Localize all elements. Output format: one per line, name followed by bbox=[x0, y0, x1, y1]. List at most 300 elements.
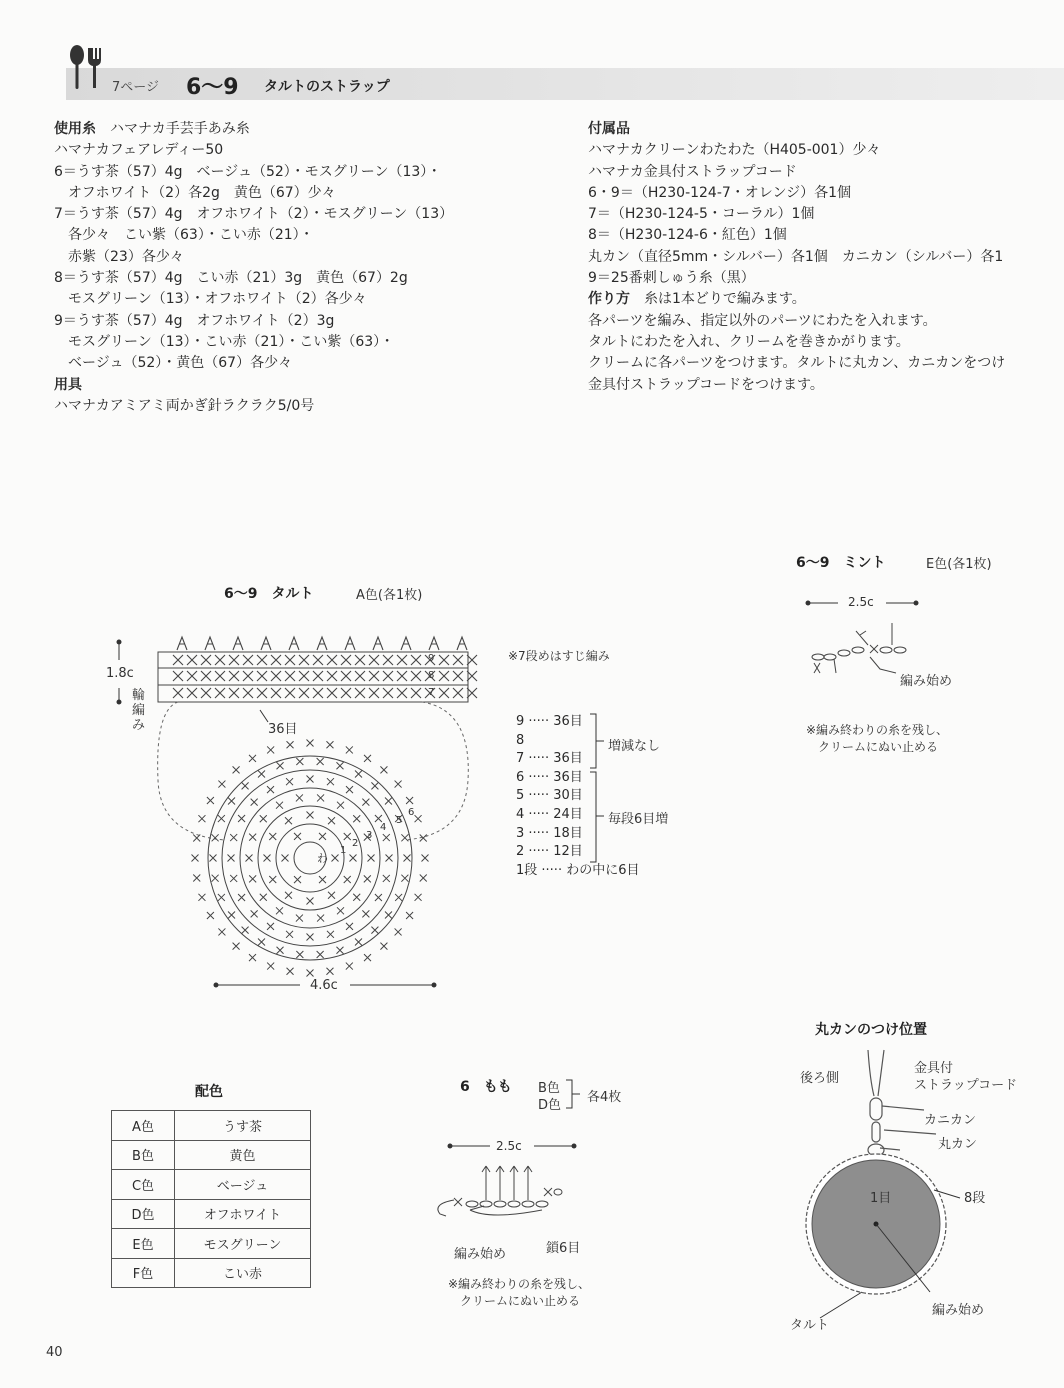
stitch-mark bbox=[429, 637, 439, 650]
materials-heading-value: ハマナカ手芸手あみ糸 bbox=[110, 121, 250, 137]
row-num: 8 bbox=[516, 732, 525, 748]
stitch-mark bbox=[401, 834, 408, 841]
stitch-mark bbox=[425, 655, 435, 665]
stitch-mark bbox=[439, 655, 449, 665]
tools-value: ハマナカアミアミ両かぎ針ラクラク5/0号 bbox=[54, 397, 315, 414]
materials-line: ハマナカフェアレディー50 bbox=[54, 142, 224, 159]
stitch-mark bbox=[296, 794, 303, 801]
stitch-mark bbox=[401, 875, 408, 882]
stitch-mark bbox=[218, 781, 225, 788]
stitch-mark bbox=[317, 758, 324, 765]
stitch-mark bbox=[289, 637, 299, 650]
stitch-mark bbox=[313, 688, 323, 698]
mint-note-1: ※編み終わりの糸を残し、 bbox=[806, 723, 949, 737]
stitch-mark bbox=[364, 834, 371, 841]
stitch-mark bbox=[383, 655, 393, 665]
round-ring bbox=[258, 806, 362, 910]
stitch-mark bbox=[271, 671, 281, 681]
stitch-mark bbox=[319, 876, 326, 883]
page-number: 40 bbox=[46, 1345, 63, 1360]
momo-start-label: 編み始め bbox=[454, 1247, 507, 1262]
row-num: 6 bbox=[516, 769, 525, 785]
materials-line: ベージュ（52）・黄色（67）各少々 bbox=[54, 355, 293, 372]
tart-rows-list: 9 ····· 36目 8 7 ····· 36目 6 ····· 36目 5 ····· 30目 4 ····· 24目 3 ····· 18目 2 ····· 12目 1段 ····· わの中に6目 bbox=[516, 714, 640, 878]
stitch-mark bbox=[346, 963, 353, 970]
stitch-mark bbox=[215, 688, 225, 698]
color-value: こい赤 bbox=[175, 1258, 311, 1288]
stitch-mark bbox=[257, 671, 267, 681]
row-num: 5 bbox=[516, 788, 525, 804]
stitch-mark bbox=[386, 855, 393, 862]
row-count: 18目 bbox=[553, 825, 583, 841]
stitch-mark bbox=[411, 688, 421, 698]
stitch-mark bbox=[228, 855, 235, 862]
rows-brackets bbox=[590, 712, 610, 892]
stitch-mark bbox=[439, 688, 449, 698]
stitch-mark bbox=[373, 637, 383, 650]
stitch-mark bbox=[425, 688, 435, 698]
stitch-mark bbox=[395, 928, 402, 935]
stitch-mark bbox=[336, 762, 343, 769]
stitch-mark bbox=[415, 894, 422, 901]
stitch-mark bbox=[269, 876, 276, 883]
tart-round-mark: 2 bbox=[352, 838, 359, 849]
stitch-mark bbox=[276, 907, 283, 914]
accessories-block bbox=[588, 119, 1064, 396]
tart-row-mark: 9 bbox=[428, 653, 435, 664]
ring-clasp-label: カニカン bbox=[924, 1113, 977, 1128]
stitch-mark bbox=[397, 688, 407, 698]
tart-height-label: 1.8c bbox=[106, 666, 134, 681]
stitch-mark bbox=[364, 755, 371, 762]
stitch-mark bbox=[385, 912, 392, 919]
stitch-mark bbox=[341, 671, 351, 681]
stitch-mark bbox=[276, 802, 283, 809]
ring-back-label: 後ろ側 bbox=[800, 1071, 840, 1086]
stitch-mark bbox=[271, 688, 281, 698]
stitch-mark bbox=[294, 876, 301, 883]
tart-row-mark: 7 bbox=[428, 687, 435, 698]
stitch-mark bbox=[397, 671, 407, 681]
accessories-line: 8＝（H230-124-6・紅色）1個 bbox=[588, 227, 787, 244]
stitch-mark bbox=[198, 894, 205, 901]
stitch-mark bbox=[229, 671, 239, 681]
stitch-mark bbox=[420, 874, 427, 881]
stitch-mark bbox=[187, 655, 197, 665]
rows-group-1: 増減なし bbox=[608, 739, 661, 754]
stitch-mark bbox=[307, 898, 314, 905]
color-key: C色 bbox=[112, 1170, 175, 1200]
row-count: 30目 bbox=[553, 788, 583, 804]
mint-start-label: 編み始め bbox=[900, 674, 953, 689]
stitch-mark bbox=[336, 947, 343, 954]
color-table bbox=[111, 1110, 311, 1288]
stitch-mark bbox=[337, 802, 344, 809]
table-row bbox=[112, 1170, 311, 1200]
materials-line: モスグリーン（13）・こい赤（21）・こい紫（63）・ bbox=[54, 333, 395, 350]
ring-position-title: 丸カンのつけ位置 bbox=[815, 1022, 927, 1038]
stitch-mark bbox=[346, 923, 353, 930]
table-row bbox=[112, 1229, 311, 1259]
stitch-mark bbox=[385, 797, 392, 804]
stitch-mark bbox=[246, 855, 253, 862]
stitch-mark bbox=[201, 688, 211, 698]
stitch-mark bbox=[307, 740, 314, 747]
tart-center-label: わ bbox=[317, 852, 328, 865]
stitch-mark bbox=[228, 912, 235, 919]
stitch-mark bbox=[207, 912, 214, 919]
stitch-mark bbox=[453, 688, 463, 698]
stitch-mark bbox=[277, 762, 284, 769]
stitch-mark bbox=[296, 758, 303, 765]
stitch-mark bbox=[173, 688, 183, 698]
stitch-mark bbox=[344, 833, 351, 840]
stitch-mark bbox=[187, 688, 197, 698]
table-row bbox=[112, 1111, 311, 1141]
accessories-line: 9＝25番刺しゅう糸（黒） bbox=[588, 270, 755, 287]
materials-line: 9＝うす茶（57）4g オフホワイト（2）3g bbox=[54, 312, 335, 329]
stitch-mark bbox=[218, 815, 225, 822]
stitch-mark bbox=[327, 688, 337, 698]
stitch-mark bbox=[415, 815, 422, 822]
stitch-mark bbox=[267, 923, 274, 930]
tart-round-mark: 5 bbox=[396, 815, 403, 826]
color-key: D色 bbox=[112, 1199, 175, 1229]
stitch-mark bbox=[285, 892, 292, 899]
ring-row8-label: 8段 bbox=[964, 1191, 986, 1206]
stitch-mark bbox=[317, 637, 327, 650]
stitch-mark bbox=[215, 655, 225, 665]
tart-chart-diagram bbox=[100, 630, 520, 1000]
stitch-mark bbox=[242, 782, 249, 789]
stitch-mark bbox=[251, 910, 258, 917]
stitch-mark bbox=[205, 637, 215, 650]
stitch-mark bbox=[453, 655, 463, 665]
stitch-mark bbox=[218, 894, 225, 901]
stitch-mark bbox=[355, 770, 362, 777]
stitch-mark bbox=[287, 741, 294, 748]
stitch-mark bbox=[355, 688, 365, 698]
row-num: 2 bbox=[516, 844, 525, 860]
stitch-mark bbox=[369, 655, 379, 665]
stitch-mark bbox=[299, 671, 309, 681]
color-table-title: 配色 bbox=[195, 1084, 223, 1100]
stitch-mark bbox=[173, 671, 183, 681]
momo-brace bbox=[566, 1078, 586, 1110]
table-row bbox=[112, 1140, 311, 1170]
stitch-mark bbox=[453, 671, 463, 681]
stitch-mark bbox=[406, 797, 413, 804]
row-count: 36目 bbox=[553, 751, 583, 767]
stitch-mark bbox=[369, 671, 379, 681]
mint-width-label: 2.5c bbox=[848, 595, 874, 609]
row-count: 12目 bbox=[553, 844, 583, 860]
ring-start-label: 編み始め bbox=[932, 1303, 985, 1318]
method-line: 金具付ストラップコードをつけます。 bbox=[588, 376, 824, 393]
tart-round-mark: 3 bbox=[366, 830, 373, 841]
stitch-mark bbox=[215, 671, 225, 681]
stitch-mark bbox=[341, 688, 351, 698]
stitch-mark bbox=[258, 770, 265, 777]
stitch-mark bbox=[187, 671, 197, 681]
round-ring bbox=[208, 756, 415, 960]
stitch-mark bbox=[353, 815, 360, 822]
stitch-mark bbox=[411, 671, 421, 681]
stitch-mark bbox=[267, 786, 274, 793]
ring-row1-label: 1目 bbox=[870, 1191, 892, 1206]
stitch-mark bbox=[243, 655, 253, 665]
stitch-mark bbox=[326, 741, 333, 748]
momo-note-2: クリームにぬい止める bbox=[460, 1294, 581, 1308]
stitch-mark bbox=[267, 746, 274, 753]
stitch-mark bbox=[212, 834, 219, 841]
stitch-mark bbox=[229, 655, 239, 665]
row-num: 4 bbox=[516, 806, 525, 822]
stitch-mark bbox=[327, 778, 334, 785]
stitch-mark bbox=[173, 655, 183, 665]
table-row bbox=[112, 1258, 311, 1288]
tart-round-mark: 6 bbox=[408, 807, 415, 818]
tart-note: ※7段めはすじ編み bbox=[508, 649, 610, 663]
tart-color-label: A色(各1枚) bbox=[356, 588, 423, 603]
method-heading: 作り方 bbox=[588, 291, 630, 308]
tart-row-mark: 8 bbox=[428, 670, 435, 681]
stitch-mark bbox=[257, 655, 267, 665]
stitch-mark bbox=[296, 915, 303, 922]
accessories-line: ハマナカクリーンわたわた（H405-001）少々 bbox=[588, 142, 881, 159]
ring-tart-label: タルト bbox=[790, 1318, 830, 1333]
mint-note-2: クリームにぬい止める bbox=[818, 740, 939, 754]
momo-chart-diagram bbox=[430, 1140, 590, 1240]
stitch-mark bbox=[383, 875, 390, 882]
color-value: 黄色 bbox=[175, 1140, 311, 1170]
stitch-mark bbox=[375, 815, 382, 822]
momo-chain-label: 鎖6目 bbox=[546, 1241, 581, 1256]
row-count: わの中に6目 bbox=[566, 862, 640, 878]
stitch-mark bbox=[299, 688, 309, 698]
rows-group-2: 毎段6目増 bbox=[608, 812, 669, 827]
stitch-mark bbox=[371, 927, 378, 934]
stitch-mark bbox=[249, 834, 256, 841]
stitch-mark bbox=[317, 951, 324, 958]
stitch-mark bbox=[229, 688, 239, 698]
stitch-mark bbox=[238, 815, 245, 822]
stitch-mark bbox=[210, 855, 217, 862]
materials-line: 8＝うす茶（57）4g こい赤（21）3g 黄色（67）2g bbox=[54, 270, 408, 287]
row-num: 1段 bbox=[516, 862, 538, 878]
tart-title: 6〜9 タルト bbox=[224, 586, 314, 602]
stitch-mark bbox=[395, 815, 402, 822]
stitch-mark bbox=[249, 875, 256, 882]
stitch-mark bbox=[364, 954, 371, 961]
stitch-mark bbox=[317, 915, 324, 922]
accessories-line: 6・9＝（H230-124-7・オレンジ）各1個 bbox=[588, 184, 852, 201]
ring-ring-label: 丸カン bbox=[938, 1137, 978, 1152]
materials-line: 各少々 こい紫（63）・こい赤（21）・ bbox=[54, 227, 314, 244]
stitch-mark bbox=[238, 894, 245, 901]
color-key: B色 bbox=[112, 1140, 175, 1170]
stitch-mark bbox=[249, 954, 256, 961]
header-page-ref: 7ページ bbox=[112, 80, 160, 95]
stitch-mark bbox=[177, 637, 187, 650]
materials-heading: 使用糸 bbox=[54, 121, 96, 137]
stitch-mark bbox=[193, 874, 200, 881]
stitch-mark bbox=[242, 927, 249, 934]
materials-line: オフホワイト（2）各2g 黄色（67）少々 bbox=[54, 184, 336, 201]
stitch-mark bbox=[457, 637, 467, 650]
stitch-mark bbox=[282, 855, 289, 862]
table-row bbox=[112, 1199, 311, 1229]
stitch-mark bbox=[261, 637, 271, 650]
method-line: クリームに各パーツをつけます。タルトに丸カン、カニカンをつけ bbox=[588, 355, 1006, 372]
tart-ring-label: 輪編み bbox=[132, 688, 146, 733]
color-value: うす茶 bbox=[175, 1111, 311, 1141]
stitch-mark bbox=[383, 671, 393, 681]
stitch-mark bbox=[425, 671, 435, 681]
stitch-mark bbox=[260, 815, 267, 822]
stitch-mark bbox=[212, 875, 219, 882]
stitch-mark bbox=[355, 671, 365, 681]
stitch-mark bbox=[299, 655, 309, 665]
stitch-mark bbox=[439, 671, 449, 681]
stitch-mark bbox=[285, 817, 292, 824]
stitch-mark bbox=[286, 931, 293, 938]
stitch-mark bbox=[422, 855, 429, 862]
stitch-mark bbox=[269, 833, 276, 840]
stitch-mark bbox=[328, 817, 335, 824]
accessories-line: 丸カン（直径5mm・シルバー）各1個 カニカン（シルバー）各1 bbox=[588, 248, 1004, 265]
stitch-mark bbox=[201, 655, 211, 665]
stitch-mark bbox=[411, 655, 421, 665]
stitch-mark bbox=[401, 637, 411, 650]
stitch-mark bbox=[307, 934, 314, 941]
round-ring bbox=[276, 824, 347, 892]
stitch-mark bbox=[395, 894, 402, 901]
stitch-mark bbox=[192, 855, 199, 862]
stitch-mark bbox=[264, 855, 271, 862]
stitch-mark bbox=[353, 894, 360, 901]
color-key: A色 bbox=[112, 1111, 175, 1141]
stitch-mark bbox=[346, 786, 353, 793]
momo-color-b: B色 bbox=[538, 1081, 560, 1096]
stitch-mark bbox=[233, 943, 240, 950]
stitch-mark bbox=[395, 781, 402, 788]
round-ring bbox=[294, 842, 326, 874]
momo-color-d: D色 bbox=[538, 1098, 562, 1113]
stitch-mark bbox=[193, 835, 200, 842]
momo-title: 6 もも bbox=[460, 1079, 512, 1095]
color-key: F色 bbox=[112, 1258, 175, 1288]
stitch-mark bbox=[328, 892, 335, 899]
stitch-mark bbox=[397, 655, 407, 665]
stitch-mark bbox=[327, 671, 337, 681]
stitch-mark bbox=[319, 833, 326, 840]
spoon-fork-icon bbox=[64, 44, 108, 94]
stitch-mark bbox=[313, 655, 323, 665]
stitch-mark bbox=[286, 778, 293, 785]
stitch-mark bbox=[287, 968, 294, 975]
color-key: E色 bbox=[112, 1229, 175, 1259]
stitch-mark bbox=[341, 655, 351, 665]
stitch-mark bbox=[307, 970, 314, 977]
stitch-mark bbox=[355, 655, 365, 665]
stitch-mark bbox=[243, 688, 253, 698]
stitch-mark bbox=[383, 688, 393, 698]
stitch-mark bbox=[317, 794, 324, 801]
round-ring bbox=[240, 788, 380, 928]
row-num: 7 bbox=[516, 751, 525, 767]
stitch-mark bbox=[267, 963, 274, 970]
tart-width-label: 4.6c bbox=[310, 978, 338, 993]
stitch-mark bbox=[233, 637, 243, 650]
stitch-mark bbox=[307, 812, 314, 819]
header-title: タルトのストラップ bbox=[264, 79, 390, 95]
accessories-line: ハマナカ金具付ストラップコード bbox=[588, 163, 797, 180]
stitch-mark bbox=[258, 939, 265, 946]
stitch-mark bbox=[251, 799, 258, 806]
momo-width-label: 2.5c bbox=[496, 1139, 522, 1153]
stitch-mark bbox=[260, 894, 267, 901]
ring-position-diagram bbox=[800, 1040, 960, 1330]
stitch-mark bbox=[327, 655, 337, 665]
stitch-mark bbox=[198, 815, 205, 822]
header-numbers: 6〜9 bbox=[186, 75, 239, 100]
ring-cord-label-1: 金具付 bbox=[914, 1061, 954, 1076]
stitch-mark bbox=[218, 928, 225, 935]
materials-line: モスグリーン（13）・オフホワイト（2）各少々 bbox=[54, 291, 367, 308]
stitch-mark bbox=[277, 947, 284, 954]
stitch-mark bbox=[271, 655, 281, 665]
row-num: 9 bbox=[516, 714, 525, 729]
stitch-mark bbox=[380, 766, 387, 773]
stitch-mark bbox=[362, 799, 369, 806]
stitch-mark bbox=[327, 931, 334, 938]
stitch-mark bbox=[362, 910, 369, 917]
stitch-mark bbox=[201, 671, 211, 681]
stitch-mark bbox=[406, 912, 413, 919]
stitch-mark bbox=[371, 782, 378, 789]
stitch-mark bbox=[243, 671, 253, 681]
momo-note-1: ※編み終わりの糸を残し、 bbox=[448, 1277, 591, 1291]
ring-cord-label-2: ストラップコード bbox=[914, 1078, 1018, 1093]
stitch-mark bbox=[207, 797, 214, 804]
stitch-mark bbox=[337, 907, 344, 914]
materials-line: 6＝うす茶（57）4g ベージュ（52）・モスグリーン（13）・ bbox=[54, 163, 442, 180]
stitch-mark bbox=[257, 688, 267, 698]
stitch-mark bbox=[344, 876, 351, 883]
stitch-mark bbox=[294, 833, 301, 840]
tart-stitch-count: 36目 bbox=[268, 722, 298, 737]
tart-round-mark: 1 bbox=[340, 845, 347, 856]
method-line: タルトにわたを入れ、クリームを巻きかがります。 bbox=[588, 333, 910, 350]
method-value: 糸は1本どりで編みます。 bbox=[644, 291, 806, 308]
stitch-mark bbox=[380, 943, 387, 950]
stitch-mark bbox=[249, 755, 256, 762]
color-value: オフホワイト bbox=[175, 1199, 311, 1229]
stitch-mark bbox=[296, 951, 303, 958]
materials-line: 赤紫（23）各少々 bbox=[54, 248, 184, 265]
stitch-mark bbox=[350, 855, 357, 862]
tools-heading: 用具 bbox=[54, 376, 82, 393]
stitch-mark bbox=[228, 797, 235, 804]
stitch-mark bbox=[404, 855, 411, 862]
stitch-mark bbox=[326, 968, 333, 975]
stitch-mark bbox=[375, 894, 382, 901]
stitch-mark bbox=[364, 875, 371, 882]
stitch-mark bbox=[285, 655, 295, 665]
row-count: 36目 bbox=[553, 769, 583, 785]
method-line: 各パーツを編み、指定以外のパーツにわたを入れます。 bbox=[588, 312, 937, 329]
